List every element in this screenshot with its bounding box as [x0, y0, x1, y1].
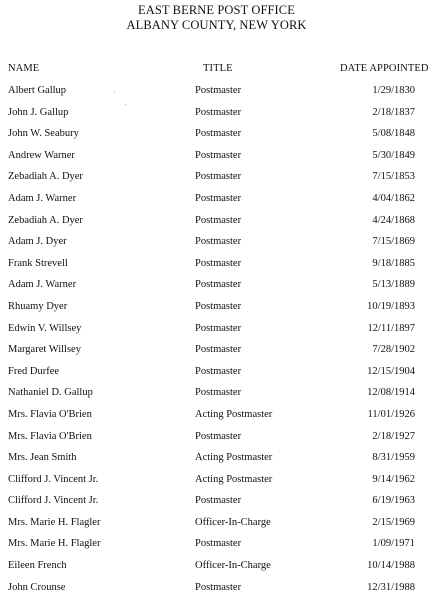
row-date-appointed: 7/28/1902	[372, 344, 415, 356]
row-name: Adam J. Dyer	[8, 236, 67, 248]
row-date-appointed: 2/15/1969	[372, 516, 415, 528]
row-title: Postmaster	[195, 214, 242, 226]
column-header-title: TITLE	[203, 63, 233, 74]
table-row	[0, 318, 433, 340]
document-title: EAST BERNE POST OFFICE	[138, 3, 295, 17]
row-name: Fred Durfee	[8, 365, 60, 377]
postmaster-list	[0, 80, 433, 598]
row-title: Postmaster	[195, 106, 242, 118]
table-row	[0, 382, 433, 404]
table-row	[0, 339, 433, 361]
document-subtitle: ALBANY COUNTY, NEW YORK	[126, 18, 307, 32]
table-row	[0, 102, 433, 124]
row-name: Mrs. Flavia O'Brien	[8, 408, 92, 420]
table-row	[0, 166, 433, 188]
table-row	[0, 404, 433, 426]
row-name: Adam J. Warner	[8, 192, 77, 204]
row-date-appointed: 4/04/1862	[372, 192, 415, 204]
table-row	[0, 210, 433, 232]
row-title: Postmaster	[195, 322, 242, 334]
row-name: Adam J. Warner	[8, 279, 77, 291]
row-date-appointed: 1/09/1971	[372, 538, 415, 550]
row-title: Postmaster	[195, 128, 242, 140]
row-date-appointed: 9/18/1885	[372, 257, 415, 269]
row-title: Postmaster	[195, 430, 242, 442]
row-name: Clifford J. Vincent Jr.	[8, 473, 99, 485]
column-header-date: DATE APPOINTED	[340, 63, 429, 74]
row-name: Eileen French	[8, 560, 67, 572]
table-row	[0, 253, 433, 275]
row-date-appointed: 10/14/1988	[367, 560, 415, 572]
table-row	[0, 490, 433, 512]
row-date-appointed: 4/24/1868	[372, 214, 415, 226]
row-name: Edwin V. Willsey	[8, 322, 82, 334]
row-date-appointed: 1/29/1830	[372, 85, 415, 96]
row-name: Margaret Willsey	[8, 344, 81, 356]
row-name: John Crounse	[8, 581, 66, 593]
row-title: Postmaster	[195, 279, 242, 291]
row-title: Postmaster	[195, 581, 242, 593]
table-row	[0, 145, 433, 167]
row-date-appointed: 7/15/1869	[372, 236, 415, 248]
row-title: Officer-In-Charge	[195, 560, 271, 572]
row-title: Postmaster	[195, 300, 242, 312]
row-title: Postmaster	[195, 85, 242, 96]
row-title: Postmaster	[195, 149, 242, 161]
row-name: Frank Strevell	[8, 257, 68, 269]
row-date-appointed: 7/15/1853	[372, 171, 415, 183]
table-row	[0, 447, 433, 469]
table-row	[0, 361, 433, 383]
row-title: Postmaster	[195, 192, 242, 204]
row-name: Nathaniel D. Gallup	[8, 387, 93, 399]
row-title: Acting Postmaster	[195, 452, 273, 464]
table-row	[0, 296, 433, 318]
row-date-appointed: 8/31/1959	[372, 452, 415, 464]
table-row	[0, 577, 433, 599]
row-title: Officer-In-Charge	[195, 516, 271, 528]
row-name: Mrs. Marie H. Flagler	[8, 538, 101, 550]
table-row	[0, 80, 433, 102]
row-name: Mrs. Jean Smith	[8, 452, 77, 464]
table-row	[0, 426, 433, 448]
table-row	[0, 274, 433, 296]
row-name: Clifford J. Vincent Jr.	[8, 495, 99, 507]
table-row	[0, 533, 433, 555]
row-name: Mrs. Flavia O'Brien	[8, 430, 92, 442]
row-date-appointed: 2/18/1837	[372, 106, 415, 118]
row-date-appointed: 5/08/1848	[372, 128, 415, 140]
row-date-appointed: 12/11/1897	[367, 322, 415, 334]
row-name: Rhuamy Dyer	[8, 300, 68, 312]
row-title: Postmaster	[195, 387, 242, 399]
row-date-appointed: 12/31/1988	[367, 581, 415, 593]
row-title: Postmaster	[195, 236, 242, 248]
row-title: Postmaster	[195, 257, 242, 269]
row-date-appointed: 10/19/1893	[367, 300, 415, 312]
row-title: Acting Postmaster	[195, 408, 273, 420]
row-name: Andrew Warner	[8, 149, 75, 161]
row-name: John J. Gallup	[8, 106, 69, 118]
scan-speck	[125, 104, 126, 105]
row-name: Zebadiah A. Dyer	[8, 214, 83, 226]
row-date-appointed: 12/08/1914	[367, 387, 415, 399]
row-name: Mrs. Marie H. Flagler	[8, 516, 101, 528]
table-row	[0, 512, 433, 534]
row-title: Postmaster	[195, 538, 242, 550]
row-title: Postmaster	[195, 344, 242, 356]
row-date-appointed: 6/19/1963	[372, 495, 415, 507]
row-date-appointed: 9/14/1962	[372, 473, 415, 485]
table-row	[0, 188, 433, 210]
row-date-appointed: 5/13/1889	[372, 279, 415, 291]
row-title: Postmaster	[195, 365, 242, 377]
row-title: Postmaster	[195, 171, 242, 183]
row-name: Zebadiah A. Dyer	[8, 171, 83, 183]
row-date-appointed: 11/01/1926	[367, 408, 415, 420]
table-row	[0, 231, 433, 253]
row-title: Acting Postmaster	[195, 473, 273, 485]
column-header-name: NAME	[8, 63, 40, 74]
table-row	[0, 469, 433, 491]
table-row	[0, 123, 433, 145]
row-date-appointed: 12/15/1904	[367, 365, 415, 377]
scan-speck	[114, 91, 115, 92]
row-date-appointed: 2/18/1927	[372, 430, 415, 442]
row-title: Postmaster	[195, 495, 242, 507]
row-name: John W. Seabury	[8, 128, 79, 140]
row-name: Albert Gallup	[8, 85, 67, 96]
table-row	[0, 555, 433, 577]
row-date-appointed: 5/30/1849	[372, 149, 415, 161]
